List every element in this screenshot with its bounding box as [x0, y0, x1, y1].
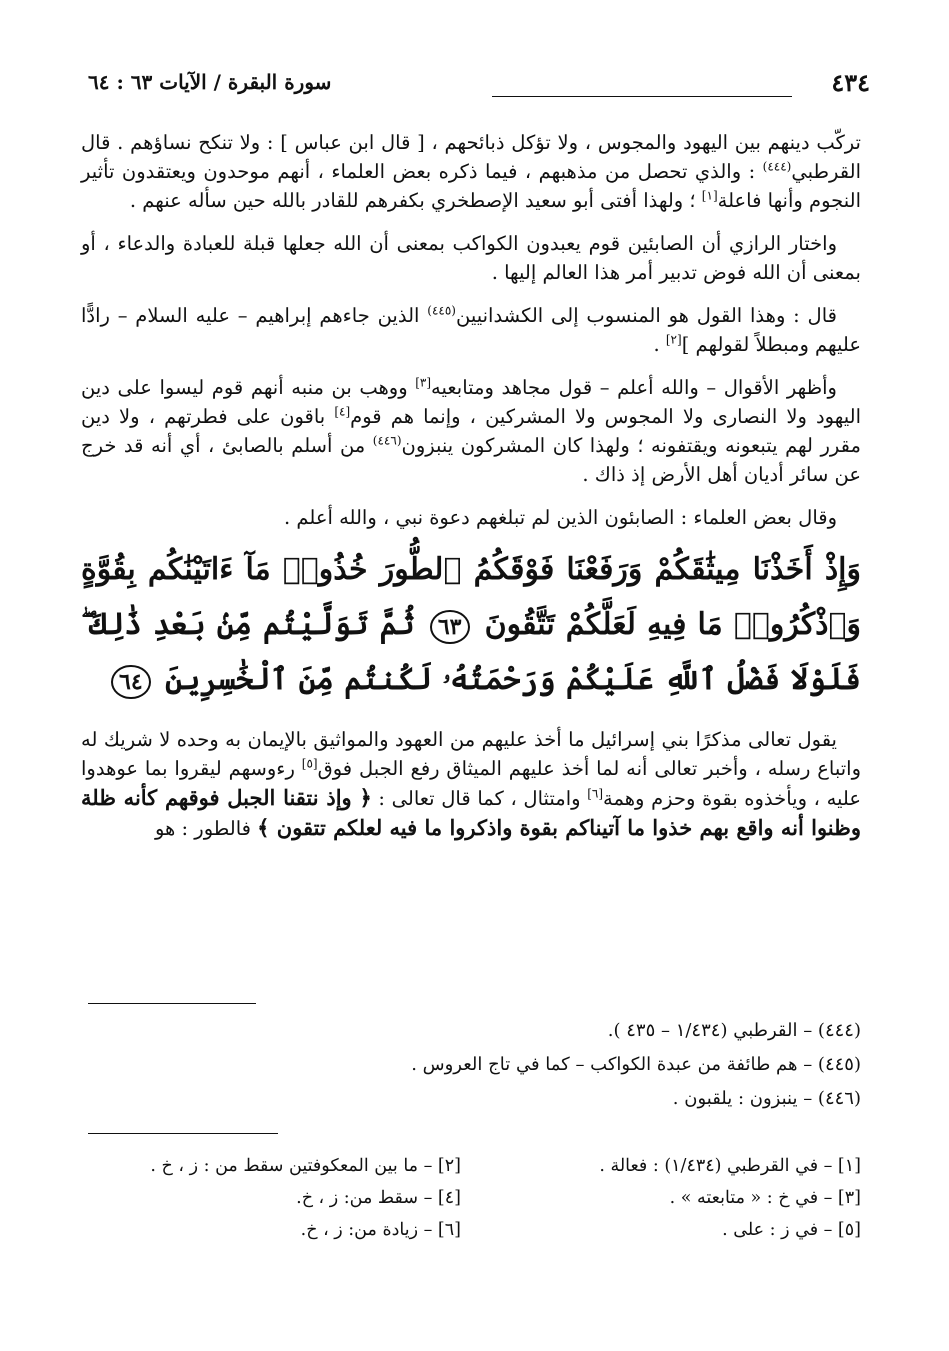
footnote-ref[interactable]: (٤٤٦)	[372, 433, 402, 448]
paragraph-text: ؛ ولهذا أفتى أبو سعيد الإصطخري بكفرهم للقادر بالله حين سأله عنهم .	[129, 189, 702, 212]
paragraph-text: وامتثال ، كما قال تعالى :	[371, 787, 588, 810]
paragraph-text: فالطور : هو	[154, 817, 258, 840]
variant-ref[interactable]: [٣]	[415, 375, 432, 390]
footnote-item: (٤٤٤) – القرطبي (١/٤٣٤ – ٤٣٥ ).	[607, 1020, 861, 1041]
variant-item: [٦] – زيادة من: ز ، خ.	[300, 1220, 461, 1240]
paragraph-text: الذين جاءهم إبراهيم – عليه السلام – رادًّا عليهم ومبطلاً لقولهم ]	[81, 304, 861, 356]
paragraph	[81, 301, 861, 359]
paragraph-text: قال : وهذا القول هو المنسوب إلى الكشدانيين	[455, 304, 837, 327]
footnote-item: (٤٤٦) – ينبزون : يلقبون .	[672, 1088, 861, 1109]
variant-ref[interactable]: [٢]	[665, 332, 682, 347]
quoted-verse: ﴿ وإذ نتقنا الجبل فوقهم كأنه ظلة وظنوا أنه واقع بهم خذوا ما آتيناكم بقوة واذكروا ما فيه لعلكم تتقون ﴾	[81, 785, 861, 840]
quran-text: ثُمَّ تَوَلَّيْتُم مِّنۢ بَعْدِ ذَٰلِكَ ۖ فَلَوْلَا فَضْلُ ٱللَّهِ عَلَيْكُمْ وَرَحْمَتُهُۥ لَكُنتُم مِّنَ ٱلْخَٰسِرِينَ	[81, 607, 861, 697]
variant-item: [١] – في القرطبي (١/٤٣٤) : فعالة .	[599, 1156, 861, 1176]
running-title: سورة البقرة / الآيات ٦٣ : ٦٤	[88, 70, 332, 94]
paragraph-text: وأظهر الأقوال – والله أعلم – قول مجاهد ومتابعيه	[431, 376, 837, 399]
paragraph	[81, 373, 861, 489]
variant-item: [٥] – في ز : على .	[722, 1220, 861, 1240]
paragraph	[81, 128, 861, 215]
paragraph-text: رءوسهم ليقروا بما عوهدوا عليه ، ويأخذوه بقوة وحزم وهمة	[81, 757, 861, 810]
paragraph	[81, 229, 861, 287]
footnote-divider	[88, 1003, 256, 1004]
variants-divider	[88, 1133, 278, 1134]
ayah-number-marker: ٦٣	[430, 610, 470, 644]
paragraph-text: تركّب دينهم بين اليهود والمجوس ، ولا تؤكل ذبائحهم ، [ قال ابن عباس ] : ولا تنكح نساؤهم . قال القرطبي	[81, 131, 861, 183]
paragraph-text: وقال بعض العلماء : الصابئون الذين لم تبلغهم دعوة نبي ، والله أعلم .	[283, 506, 837, 529]
variant-ref[interactable]: [٦]	[587, 786, 604, 801]
variant-item: [٢] – ما بين المعكوفتين سقط من : ز ، خ .	[150, 1156, 461, 1176]
paragraph-text: يقول تعالى مذكرًا بني إسرائيل ما أخذ عليهم من العهود والمواثيق بالإيمان به وحده لا شريك له واتباع رسله ، وأخبر تعالى أنه لما أخذ عليهم الميثاق رفع الجبل فوق	[81, 728, 861, 780]
paragraph-text: واختار الرازي أن الصابئين قوم يعبدون الكواكب بمعنى أن الله جعلها قبلة للعبادة والدعاء ، أو بمعنى أن الله فوض تدبير أمر هذا العالم إليها .	[81, 232, 861, 284]
footnote-ref[interactable]: (٤٤٥)	[427, 303, 456, 318]
paragraph	[81, 503, 861, 532]
paragraph-text: : والذي تحصل من مذهبهم ، فيما ذكره بعض العلماء ، أنهم موحدون ويعتقدون تأثير النجوم وأنها فاعلة	[81, 160, 861, 212]
variant-item: [٣] – في خ : « متابعته » .	[669, 1188, 861, 1208]
paragraph-text: باقون على فطرتهم ، ولا دين مقرر لهم يتبعونه ويقتفونه ؛ ولهذا كان المشركون ينبزون	[81, 405, 861, 457]
main-text	[81, 128, 861, 857]
tafsir-paragraph	[81, 725, 861, 843]
quran-text: وَإِذْ أَخَذْنَا مِيثَٰقَكُمْ وَرَفَعْنَا فَوْقَكُمُ ٱلطُّورَ خُذُوا۟ مَآ ءَاتَيْنَٰكُم بِقُوَّةٍ وَٱذْكُرُوا۟ مَا فِيهِ لَعَلَّكُمْ تَتَّقُونَ	[81, 552, 862, 642]
footnote-item: (٤٤٥) – هم طائفة من عبدة الكواكب – كما في تاج العروس .	[411, 1054, 861, 1075]
paragraph-text: .	[653, 333, 666, 356]
quran-verses	[81, 542, 861, 707]
paragraph-text: من أسلم بالصابئ ، أي أنه قد خرج عن سائر أديان أهل الأرض إذ ذاك .	[81, 434, 861, 486]
page-header	[88, 68, 870, 108]
variant-ref[interactable]: [٥]	[301, 756, 318, 771]
variant-item: [٤] – سقط من: ز ، خ.	[296, 1188, 461, 1208]
header-rule	[492, 96, 792, 97]
variant-ref[interactable]: [١]	[701, 188, 718, 203]
footnotes	[81, 1014, 861, 1116]
variant-ref[interactable]: [٤]	[334, 404, 351, 419]
paragraph-text: ووهب بن منبه أنهم قوم ليسوا على دين اليهود ولا النصارى ولا المجوس ولا المشركين ، وإنما هم قوم	[81, 376, 861, 428]
page-number: ٤٣٤	[831, 68, 870, 97]
ayah-number-marker: ٦٤	[111, 665, 151, 699]
footnote-ref[interactable]: (٤٤٤)	[762, 159, 792, 174]
variants-column-left	[81, 1150, 461, 1246]
variants-column-right	[481, 1150, 861, 1246]
